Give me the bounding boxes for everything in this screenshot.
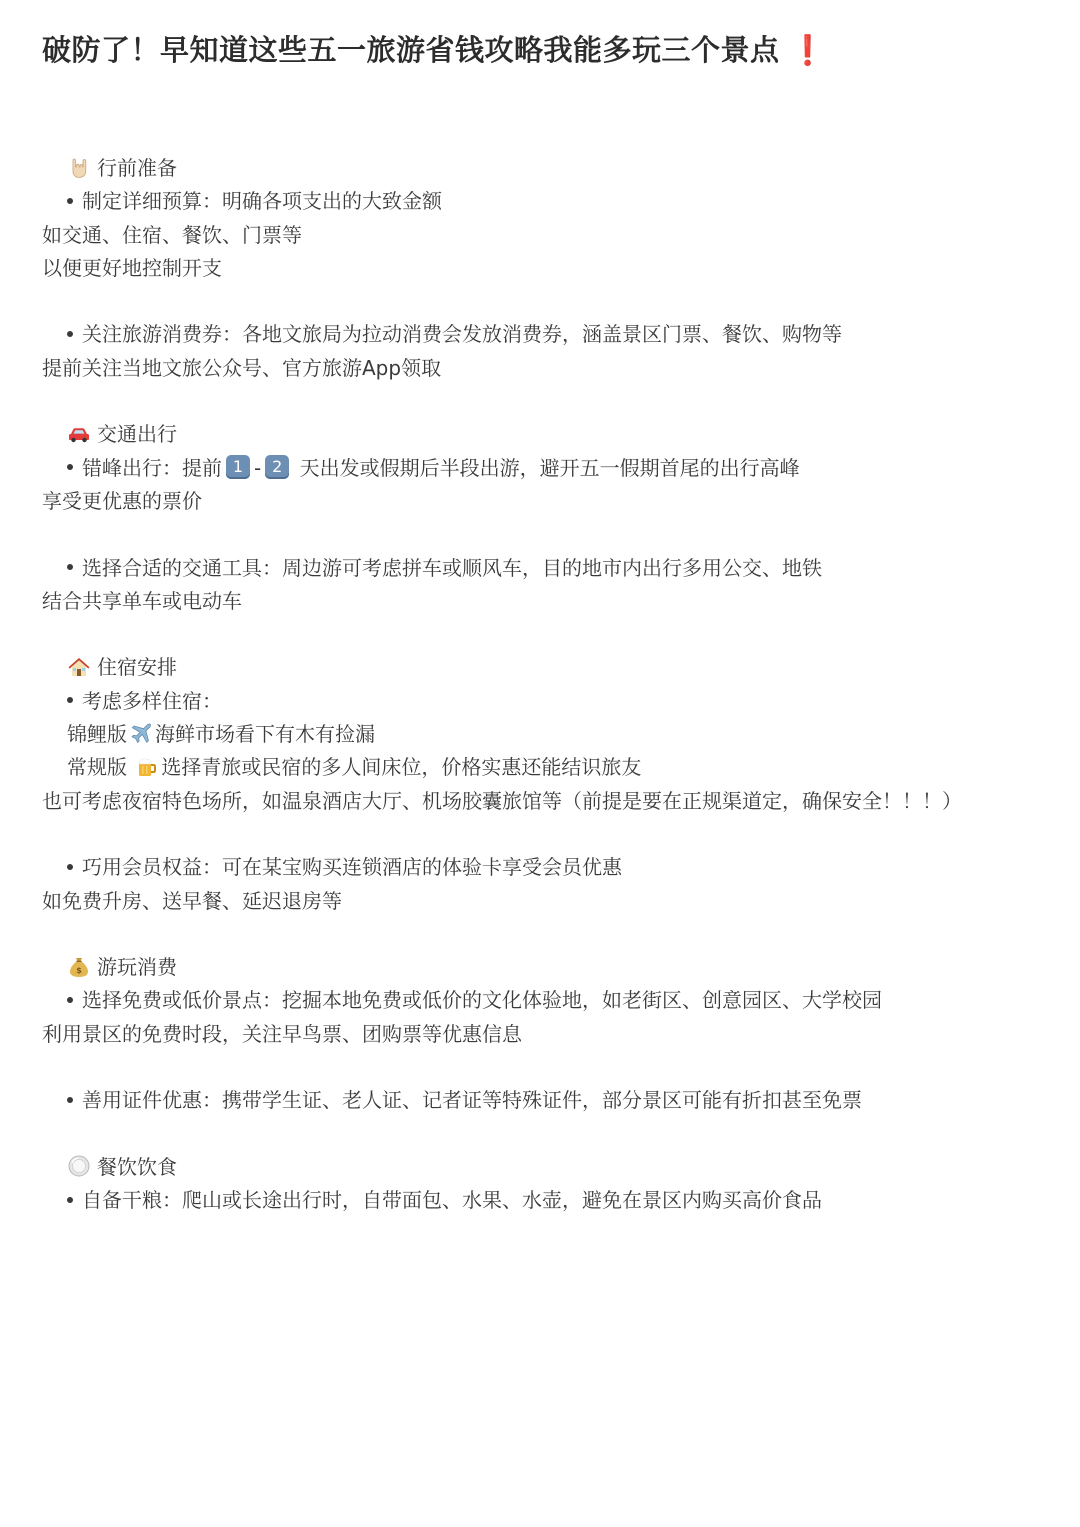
section-heading-transport (42, 418, 1042, 451)
bullet-dot (67, 864, 73, 870)
spacer (42, 818, 1042, 851)
bullet-dot (67, 464, 73, 470)
house-icon (67, 655, 91, 679)
note-body (42, 152, 1042, 1218)
bullet-dot (67, 331, 73, 337)
car-icon (67, 422, 91, 446)
title-text: 破防了！早知道这些五一旅游省钱攻略我能多玩三个景点 (42, 33, 780, 67)
rock-hand-icon (67, 156, 91, 180)
section-heading-food (42, 1151, 1042, 1184)
section-title: 住宿安排 (97, 655, 177, 680)
spacer (42, 285, 1042, 318)
dash-text: - (254, 455, 262, 480)
list-item-text: 巧用会员权益：可在某宝购买连锁酒店的体验卡享受会员优惠 (82, 855, 622, 880)
spacer (42, 518, 1042, 551)
money-bag-icon (67, 955, 91, 979)
list-item-continuation: 提前关注当地文旅公众号、官方旅游App领取 (42, 355, 442, 380)
airplane-icon (129, 722, 153, 746)
list-item-text: 自备干粮：爬山或长途出行时，自带面包、水果、水壶，避免在景区内购买高价食品 (82, 1188, 822, 1213)
list-item (42, 552, 1042, 585)
section-heading-prep (42, 152, 1042, 185)
list-item-text: 关注旅游消费券：各地文旅局为拉动消费会发放消费券，涵盖景区门票、餐饮、购物等 (82, 322, 842, 347)
list-item-continuation: 也可考虑夜宿特色场所，如温泉酒店大厅、机场胶囊旅馆等（前提是要在正规渠道定，确保安全！！！） (42, 788, 962, 813)
bullet-dot (67, 564, 73, 570)
section-heading-fun (42, 951, 1042, 984)
keycap-two-icon: 2 (265, 455, 289, 479)
list-item-text: 天出发或假期后半段出游，避开五一假期首尾的出行高峰 (299, 455, 800, 480)
spacer (42, 618, 1042, 651)
list-item-text: 错峰出行：提前 (82, 455, 222, 480)
list-item-continuation: 享受更优惠的票价 (42, 488, 202, 513)
page-title (42, 28, 826, 69)
bullet-dot (67, 198, 73, 204)
bullet-dot (67, 997, 73, 1003)
option-text: 海鲜市场看下有木有捡漏 (155, 722, 375, 747)
lodging-option-regular (42, 751, 1042, 784)
svg-text:$: $ (76, 965, 82, 975)
list-item (42, 452, 1042, 485)
section-title: 餐饮饮食 (97, 1154, 177, 1179)
list-item-text: 选择免费或低价景点：挖掘本地免费或低价的文化体验地，如老街区、创意园区、大学校园 (82, 988, 882, 1013)
list-item (42, 851, 1042, 884)
spacer (42, 1118, 1042, 1151)
option-label: 锦鲤版 (67, 722, 127, 747)
lodging-option-koi (42, 718, 1042, 751)
plate-icon (67, 1154, 91, 1178)
list-item (42, 1084, 1042, 1117)
list-item-continuation: 如交通、住宿、餐饮、门票等 (42, 222, 302, 247)
list-item (42, 1184, 1042, 1217)
keycap-one-icon: 1 (226, 455, 250, 479)
spacer (42, 918, 1042, 951)
bullet-dot (67, 1097, 73, 1103)
option-label: 常规版 (67, 755, 127, 780)
exclamation-icon: ❗ (789, 33, 827, 67)
list-item (42, 318, 1042, 351)
section-title: 行前准备 (97, 156, 177, 180)
list-item (42, 685, 1042, 718)
bullet-dot (67, 697, 73, 703)
list-item-text: 考虑多样住宿： (82, 688, 222, 713)
list-item-text: 善用证件优惠：携带学生证、老人证、记者证等特殊证件，部分景区可能有折扣甚至免票 (82, 1088, 862, 1113)
section-title: 交通出行 (97, 422, 177, 447)
beer-mug-icon (135, 755, 159, 779)
list-item (42, 185, 1042, 218)
list-item-continuation: 结合共享单车或电动车 (42, 588, 242, 613)
spacer (42, 385, 1042, 418)
spacer (42, 1051, 1042, 1084)
section-title: 游玩消费 (97, 955, 177, 980)
list-item-text: 制定详细预算：明确各项支出的大致金额 (82, 189, 442, 214)
list-item-continuation: 利用景区的免费时段，关注早鸟票、团购票等优惠信息 (42, 1021, 522, 1046)
list-item-text: 选择合适的交通工具：周边游可考虑拼车或顺风车，目的地市内出行多用公交、地铁 (82, 555, 822, 580)
section-heading-lodging (42, 651, 1042, 684)
option-text: 选择青旅或民宿的多人间床位，价格实惠还能结识旅友 (161, 755, 642, 780)
bullet-dot (67, 1197, 73, 1203)
list-item-continuation: 如免费升房、送早餐、延迟退房等 (42, 888, 342, 913)
list-item (42, 984, 1042, 1017)
list-item-continuation: 以便更好地控制开支 (42, 255, 222, 280)
